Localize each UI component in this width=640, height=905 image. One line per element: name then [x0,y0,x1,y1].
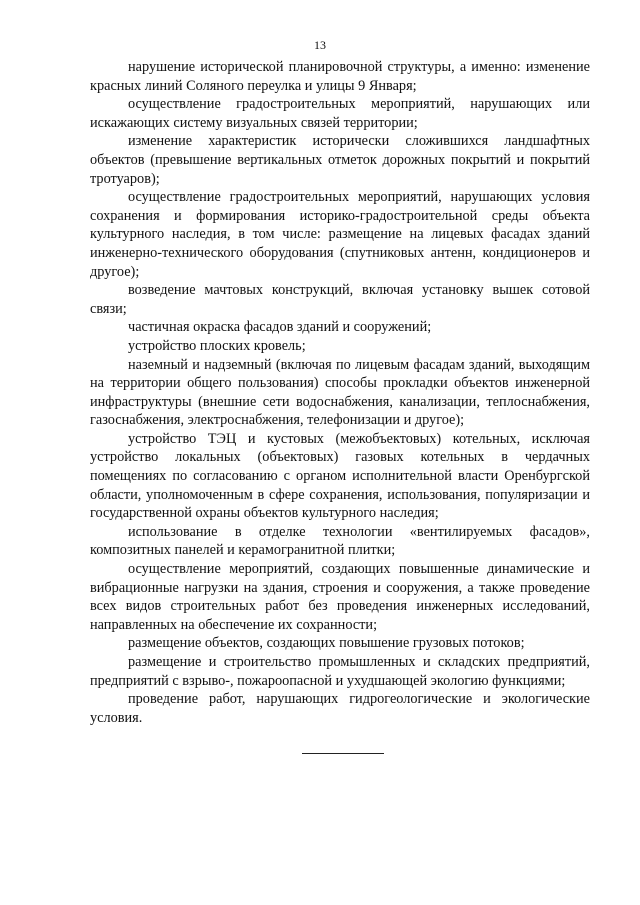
paragraph: наземный и надземный (включая по лицевым фасадам зданий, выходящим на территории общего пользования) способы прокладки объектов инженерной инфраструктуры (внешние сети водоснабжения, канализации, теплоснабжения, газоснабжения, электроснабжения, телефонизации и другое); [90,356,590,429]
paragraph: устройство плоских кровель; [128,337,306,354]
paragraph: размещение и строительство промышленных и складских предприятий, предприятий с взрыво-, пожароопасной и ухудшающей экологию функциями; [90,654,590,689]
paragraph: проведение работ, нарушающих гидрогеологические и экологические условия. [90,691,590,726]
paragraph: осуществление мероприятий, создающих повышенные динамические и вибрационные нагрузки на здания, строения и сооружения, а также проведение всех видов строительных работ без проведения инженерных исследований, направленных на обеспечение их сохранности; [90,561,590,633]
paragraph: осуществление градостроительных мероприятий, нарушающих или искажающих систему визуальных связей территории; [90,96,590,131]
paragraph: изменение характеристик исторически сложившихся ландшафтных объектов (превышение вертикальных отметок дорожных покрытий и покрытий тротуаров); [90,133,590,187]
paragraph: частичная окраска фасадов зданий и сооружений; [128,319,432,336]
paragraph: осуществление градостроительных мероприятий, нарушающих условия сохранения и формирования историко-градостроительной среды объекта культурного наследия, в том числе: размещение на лицевых фасадах зданий инженерно-технического оборудования (спутниковых антенн, кондиционеров и другое); [90,189,590,280]
paragraph: нарушение исторической планировочной структуры, а именно: изменение красных линий Соляного переулка и улицы 9 Января; [90,59,590,94]
paragraph: использование в отделке технологии «вентилируемых фасадов», композитных панелей и керамогранитной плитки; [90,523,590,559]
end-separator-line [302,753,384,754]
paragraph: размещение объектов, создающих повышение грузовых потоков; [128,635,525,652]
body-text [90,58,590,727]
page-number: 13 [314,38,326,52]
paragraph: возведение мачтовых конструкций, включая установку вышек сотовой связи; [90,282,590,317]
paragraph: устройство ТЭЦ и кустовых (межобъектовых) котельных, исключая устройство локальных (объектовых) газовых котельных в чердачных помещениях по согласованию с органом исполнительной власти Оренбургской области, уполномоченным в сфере сохранения, использования, популяризации и государственной охраны объектов культурного наследия; [90,430,590,522]
